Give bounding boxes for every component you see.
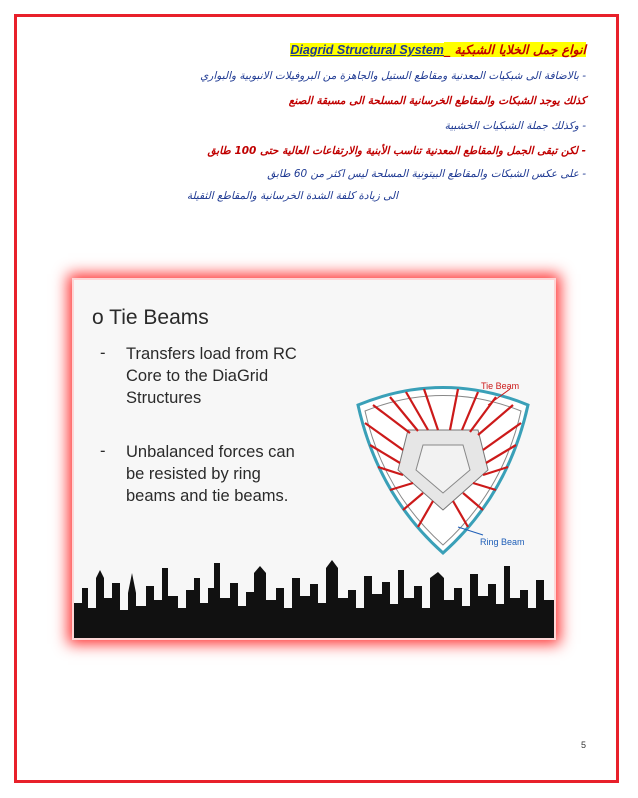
text-line-4: - لكن تبقى الجمل والمقاطع المعدنية تناسب الأبنية والارتفاعات العالية حتى 100 طابق	[207, 145, 586, 157]
slide-point-2-line: beams and tie beams.	[126, 487, 289, 505]
floor-plan-diagram	[338, 375, 548, 560]
text-line-6: الى زيادة كلفة الشدة الخرسانية والمقاطع الثقيلة	[186, 190, 398, 202]
text-line-3: - وكذلك جملة الشبكيات الخشبية	[444, 120, 586, 132]
dash-2: -	[100, 442, 106, 460]
text-line-2: كذلك يوجد الشبكات والمقاطع الخرسانية المسلحة الى مسبقة الصنع	[288, 95, 586, 107]
city-skyline-silhouette	[74, 548, 554, 638]
slide-point-1-line: Structures	[126, 389, 202, 407]
bullet-icon: o	[92, 306, 104, 329]
page-heading	[290, 42, 586, 57]
slide-point-2	[126, 441, 295, 507]
heading-arabic: انواع جمل الخلايا الشبكية _	[443, 42, 586, 57]
slide-title	[92, 306, 209, 330]
slide-point-1-line: Transfers load from RC	[126, 345, 297, 363]
slide-point-1	[126, 343, 297, 409]
dash-1: -	[100, 344, 106, 362]
text-line-5: - على عكس الشبكات والمقاطع البيتونية المسلحة ليس اكثر من 60 طابق	[267, 168, 586, 180]
slide-point-2-line: be resisted by ring	[126, 465, 261, 483]
heading-english: Diagrid Structural System	[290, 43, 444, 57]
page-number: 5	[580, 740, 586, 750]
text-line-1: - بالاضافة الى شبكيات المعدنية ومقاطع الستيل والجاهزة من البروفيلات الانبوبية والبواري	[200, 70, 586, 82]
tie-beam-label: Tie Beam	[481, 381, 520, 391]
slide-point-2-line: Unbalanced forces can	[126, 443, 295, 461]
slide-point-1-line: Core to the DiaGrid	[126, 367, 269, 385]
ring-beam-label: Ring Beam	[480, 537, 525, 547]
slide-image	[74, 280, 554, 638]
slide-title-text: Tie Beams	[109, 306, 209, 329]
